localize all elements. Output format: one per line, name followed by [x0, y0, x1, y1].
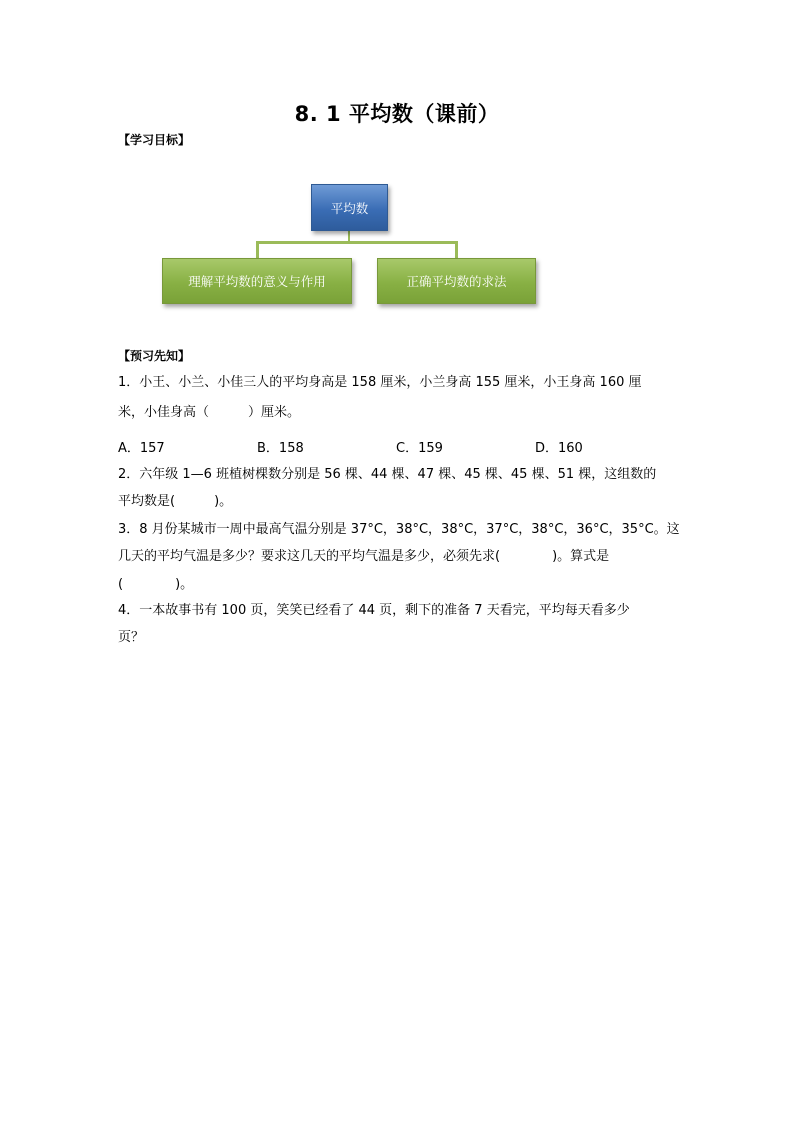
connector-left: [256, 241, 259, 258]
question-2-line-2: 平均数是( )。: [118, 494, 233, 509]
question-1-option-d: D．160: [535, 441, 583, 456]
question-4-line-1: 4．一本故事书有 100 页，笑笑已经看了 44 页，剩下的准备 7 天看完，平均每天看多少: [118, 603, 630, 618]
question-3-line-1: 3．8 月份某城市一周中最高气温分别是 37°C，38°C，38°C，37°C，38°C，36°C，35°C。这: [118, 522, 680, 537]
question-1-line-1: 1．小王、小兰、小佳三人的平均身高是 158 厘米，小兰身高 155 厘米，小王身高 160 厘: [118, 375, 642, 390]
connector-right: [455, 241, 458, 258]
question-2-line-1: 2．六年级 1—6 班植树棵数分别是 56 棵、44 棵、47 棵、45 棵、45 棵、51 棵，这组数的: [118, 467, 657, 482]
question-4-line-2: 页？: [118, 630, 145, 645]
question-3-line-2: 几天的平均气温是多少？要求这几天的平均气温是多少，必须先求( )。算式是: [118, 549, 610, 564]
diagram-child-meaning: 理解平均数的意义与作用: [162, 258, 352, 304]
connector-horizontal: [256, 241, 458, 244]
preview-heading: 【预习先知】: [118, 349, 191, 363]
question-1-option-b: B．158: [257, 441, 304, 456]
question-3-line-3: ( )。: [118, 577, 194, 592]
diagram-root-node: 平均数: [311, 184, 388, 231]
diagram-child-method: 正确平均数的求法: [377, 258, 536, 304]
question-1-line-2: 米，小佳身高（ ）厘米。: [118, 405, 301, 420]
question-1-option-c: C．159: [396, 441, 443, 456]
question-1-option-a: A．157: [118, 441, 165, 456]
page-title: 8. 1 平均数（课前）: [294, 102, 500, 126]
learning-goals-heading: 【学习目标】: [118, 133, 191, 147]
